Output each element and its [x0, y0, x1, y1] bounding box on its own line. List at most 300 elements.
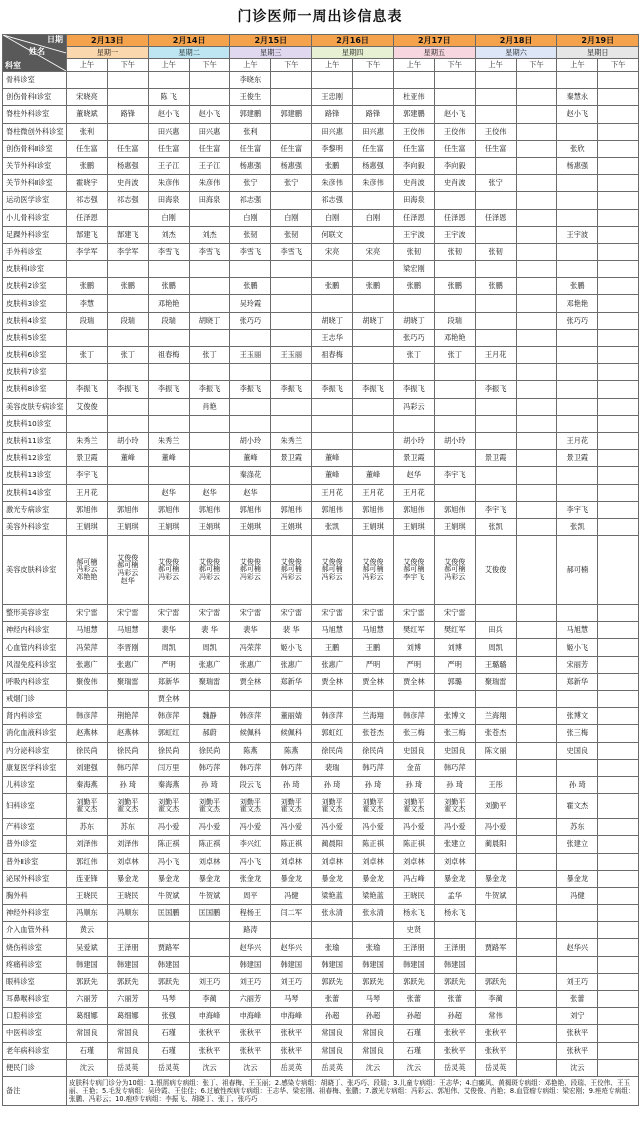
doctor-cell: 裴 华 [189, 622, 230, 639]
doctor-cell: 王志华 [312, 329, 353, 346]
doctor-cell: 李蔺 [475, 991, 516, 1008]
doctor-cell [475, 329, 516, 346]
doctor-cell: 李兴红 [230, 836, 271, 853]
doctor-cell: 陈正祺 [353, 836, 394, 853]
date-cell: 2月17日 [393, 35, 475, 47]
doctor-cell: 张永清 [312, 905, 353, 922]
doctor-cell: 韩巧萍 [107, 759, 148, 776]
pm-label: 下午 [189, 59, 230, 72]
doctor-cell [271, 72, 312, 89]
doctor-cell: 杨惠强 [353, 157, 394, 174]
doctor-cell [434, 192, 475, 209]
dept-name: 神经外科诊室 [3, 905, 67, 922]
doctor-cell [516, 192, 557, 209]
doctor-cell [516, 536, 557, 605]
doctor-cell: 王泽朋 [107, 939, 148, 956]
doctor-cell [148, 72, 189, 89]
doctor-cell: 马旭慧 [353, 622, 394, 639]
doctor-cell: 田海泉 [148, 192, 189, 209]
doctor-cell [67, 691, 108, 708]
doctor-cell: 郝蔚 [189, 725, 230, 742]
doctor-cell [353, 192, 394, 209]
doctor-cell [271, 312, 312, 329]
doctor-cell [598, 836, 639, 853]
table-row [3, 157, 639, 174]
doctor-cell: 郝可楠 [557, 536, 598, 605]
doctor-cell: 梁宏刚 [393, 261, 434, 278]
doctor-cell: 申海峰 [189, 1008, 230, 1025]
doctor-cell [557, 415, 598, 432]
doctor-cell: 张蕾 [557, 991, 598, 1008]
doctor-cell: 段瑞 [434, 312, 475, 329]
doctor-cell: 冯小爱 [271, 819, 312, 836]
doctor-cell: 牛贺斌 [189, 887, 230, 904]
doctor-cell [67, 364, 108, 381]
doctor-cell [107, 89, 148, 106]
doctor-cell [516, 123, 557, 140]
dept-label: 科室 [5, 61, 21, 70]
doctor-cell [312, 398, 353, 415]
doctor-cell: 赵小飞 [557, 106, 598, 123]
doctor-cell [516, 605, 557, 622]
doctor-cell: 郑新华 [557, 673, 598, 690]
dept-name: 老年病科诊室 [3, 1042, 67, 1059]
table-row [3, 742, 639, 759]
dept-name: 皮肤科10诊室 [3, 415, 67, 432]
doctor-cell: 刘勤平 霍文杰 [434, 794, 475, 819]
dept-name: 创伤骨科Ⅱ诊室 [3, 140, 67, 157]
doctor-cell: 郭跃先 [148, 973, 189, 990]
doctor-cell [598, 312, 639, 329]
doctor-cell [516, 243, 557, 260]
doctor-cell: 孙 琦 [434, 776, 475, 793]
doctor-cell [475, 398, 516, 415]
doctor-cell: 张韧 [434, 243, 475, 260]
doctor-cell [189, 364, 230, 381]
table-row [3, 836, 639, 853]
doctor-cell: 景卫霞 [393, 450, 434, 467]
doctor-cell [598, 708, 639, 725]
doctor-cell [516, 415, 557, 432]
doctor-cell: 徐民尚 [67, 742, 108, 759]
doctor-cell: 黄云 [67, 922, 108, 939]
doctor-cell [598, 278, 639, 295]
doctor-cell: 常国良 [107, 1042, 148, 1059]
doctor-cell [598, 776, 639, 793]
doctor-cell: 刘泽伟 [107, 836, 148, 853]
doctor-cell: 任生富 [230, 140, 271, 157]
doctor-cell: 张秋平 [475, 1025, 516, 1042]
doctor-cell [598, 72, 639, 89]
doctor-cell: 冯小飞 [148, 853, 189, 870]
doctor-cell: 宋宁雷 [107, 605, 148, 622]
table-row [3, 140, 639, 157]
doctor-cell [230, 415, 271, 432]
table-row [3, 1059, 639, 1076]
table-row [3, 776, 639, 793]
doctor-cell [598, 364, 639, 381]
doctor-cell [475, 605, 516, 622]
doctor-cell: 张巧巧 [557, 312, 598, 329]
doctor-cell [516, 312, 557, 329]
doctor-cell: 赵华兴 [230, 939, 271, 956]
doctor-cell: 冯彩云 [393, 398, 434, 415]
date-cell: 2月19日 [557, 35, 639, 47]
doctor-cell: 白刚 [230, 209, 271, 226]
doctor-cell [598, 398, 639, 415]
doctor-cell: 常伟 [475, 1008, 516, 1025]
doctor-cell: 陈燕 [271, 742, 312, 759]
doctor-cell [312, 364, 353, 381]
table-row [3, 819, 639, 836]
doctor-cell: 王璐璐 [475, 656, 516, 673]
table-row [3, 484, 639, 501]
pm-label: 下午 [598, 59, 639, 72]
doctor-cell: 陈正祺 [189, 836, 230, 853]
doctor-cell: 朱秀兰 [148, 432, 189, 449]
doctor-cell: 祁志强 [107, 192, 148, 209]
doctor-cell: 徐民尚 [148, 742, 189, 759]
doctor-cell [598, 939, 639, 956]
doctor-cell: 冯健 [271, 887, 312, 904]
doctor-cell: 郭建鹏 [393, 106, 434, 123]
doctor-cell: 王月花 [353, 484, 394, 501]
doctor-cell [393, 72, 434, 89]
doctor-cell: 暴金龙 [148, 870, 189, 887]
doctor-cell [516, 622, 557, 639]
doctor-cell [516, 973, 557, 990]
dept-name: 皮肤科4诊室 [3, 312, 67, 329]
doctor-cell: 朱秀兰 [271, 432, 312, 449]
doctor-cell: 闫二军 [271, 905, 312, 922]
doctor-cell [312, 691, 353, 708]
doctor-cell [516, 364, 557, 381]
doctor-cell: 胡晓丁 [189, 312, 230, 329]
dept-name: 消化血液科诊室 [3, 725, 67, 742]
doctor-cell: 张鹏 [107, 278, 148, 295]
doctor-cell: 孙超 [353, 1008, 394, 1025]
doctor-cell: 宋宁雷 [312, 605, 353, 622]
doctor-cell: 王俊生 [230, 89, 271, 106]
dept-name: 胸外科 [3, 887, 67, 904]
table-row [3, 922, 639, 939]
doctor-cell: 王佼伟 [475, 123, 516, 140]
doctor-cell: 刘王巧 [230, 973, 271, 990]
doctor-cell [107, 123, 148, 140]
doctor-cell: 郭跃先 [67, 973, 108, 990]
doctor-cell: 宋宁雷 [230, 605, 271, 622]
doctor-cell: 董峰 [148, 450, 189, 467]
doctor-cell [353, 295, 394, 312]
doctor-cell [516, 794, 557, 819]
doctor-cell: 赵华兴 [557, 939, 598, 956]
doctor-cell: 秦海燕 [148, 776, 189, 793]
doctor-cell: 冯小飞 [230, 853, 271, 870]
doctor-cell [475, 853, 516, 870]
doctor-cell: 陈文丽 [475, 742, 516, 759]
doctor-cell [230, 329, 271, 346]
doctor-cell [598, 226, 639, 243]
doctor-cell: 刘王巧 [189, 973, 230, 990]
doctor-cell: 郭旭伟 [107, 501, 148, 518]
doctor-cell [189, 278, 230, 295]
doctor-cell [598, 622, 639, 639]
doctor-cell: 艾俊俊 [475, 536, 516, 605]
doctor-cell [107, 415, 148, 432]
doctor-cell [312, 261, 353, 278]
doctor-cell: 张宁 [230, 175, 271, 192]
doctor-cell: 李慧 [67, 295, 108, 312]
dept-name: 内分泌科诊室 [3, 742, 67, 759]
doctor-cell: 郭跃先 [434, 973, 475, 990]
doctor-cell [598, 1042, 639, 1059]
doctor-cell [557, 72, 598, 89]
pm-label: 下午 [353, 59, 394, 72]
doctor-cell: 刘卓林 [393, 853, 434, 870]
doctor-cell: 郭跃先 [475, 973, 516, 990]
doctor-cell: 陈正祺 [271, 836, 312, 853]
doctor-cell [598, 106, 639, 123]
doctor-cell [557, 398, 598, 415]
doctor-cell [516, 347, 557, 364]
doctor-cell: 祁志强 [230, 192, 271, 209]
doctor-cell: 石瑾 [67, 1042, 108, 1059]
doctor-cell [516, 1059, 557, 1076]
doctor-cell: 岳灵英 [312, 1059, 353, 1076]
doctor-cell: 郭旭伟 [393, 501, 434, 518]
doctor-cell: 张三梅 [557, 725, 598, 742]
doctor-cell [475, 72, 516, 89]
doctor-cell: 徐民尚 [312, 742, 353, 759]
doctor-cell [475, 432, 516, 449]
doctor-cell [475, 364, 516, 381]
doctor-cell [393, 364, 434, 381]
doctor-cell [598, 673, 639, 690]
doctor-cell [557, 209, 598, 226]
doctor-cell [516, 759, 557, 776]
doctor-cell [475, 956, 516, 973]
doctor-cell [475, 922, 516, 939]
doctor-cell: 王月花 [393, 484, 434, 501]
doctor-cell: 张永清 [353, 905, 394, 922]
table-row [3, 991, 639, 1008]
doctor-cell: 李蔺 [189, 991, 230, 1008]
doctor-cell: 路锋 [312, 106, 353, 123]
doctor-cell: 田兴惠 [148, 123, 189, 140]
doctor-cell [516, 329, 557, 346]
doctor-cell: 张蕾 [393, 991, 434, 1008]
doctor-cell [230, 364, 271, 381]
table-row [3, 725, 639, 742]
doctor-cell: 宋宁雷 [271, 605, 312, 622]
doctor-cell: 董峰 [107, 450, 148, 467]
doctor-cell: 张博文 [557, 708, 598, 725]
doctor-cell [598, 484, 639, 501]
doctor-cell: 祁志强 [67, 192, 108, 209]
doctor-cell: 沈云 [230, 1059, 271, 1076]
doctor-cell: 孙超 [312, 1008, 353, 1025]
doctor-cell [516, 278, 557, 295]
doctor-cell: 周凯 [475, 639, 516, 656]
doctor-cell [598, 1025, 639, 1042]
doctor-cell: 王月花 [312, 484, 353, 501]
dept-name: 足踝外科诊室 [3, 226, 67, 243]
doctor-cell: 严明 [434, 656, 475, 673]
doctor-cell [353, 415, 394, 432]
dept-name: 便民门诊 [3, 1059, 67, 1076]
doctor-cell: 艾俊俊 郝可楠 冯彩云 [312, 536, 353, 605]
doctor-cell [67, 72, 108, 89]
table-row [3, 398, 639, 415]
doctor-cell: 张瑜 [353, 939, 394, 956]
doctor-cell: 李学军 [107, 243, 148, 260]
doctor-cell: 苏东 [67, 819, 108, 836]
doctor-cell [393, 295, 434, 312]
doctor-cell: 张惠广 [107, 656, 148, 673]
table-row [3, 295, 639, 312]
doctor-cell [516, 742, 557, 759]
doctor-cell [516, 673, 557, 690]
doctor-cell [434, 398, 475, 415]
doctor-cell: 秦海燕 [67, 776, 108, 793]
table-row [3, 467, 639, 484]
doctor-cell: 石瑾 [393, 1042, 434, 1059]
doctor-cell: 张巧巧 [230, 312, 271, 329]
doctor-cell [434, 295, 475, 312]
doctor-cell: 董晓斌 [67, 106, 108, 123]
note-text: 皮肤科专病门诊分为10组：1.银屑病专病组：张丁、祖春梅、王玉丽；2.感染专病组：胡晓丁、张巧巧、段瑞；3.儿童专病组：王志华；4.白癜风、黄褐斑专病组：邓艳艳、段瑞、王佼伟、王玉丽、王艳；5.毛发专病组：吴玲霞、王佳佳；6.过敏性疾病专病组：王志华、梁宏刚、祖春梅、张鹏；7.激光专病组：冯彩云、郭旭伟、艾俊俊、肖艳；8.血管瘤专病组：梁宏刚；9.痤疮专病组：张鹏、冯彩云；10.疱疹专病组：李振飞、胡晓丁、张丁、张巧巧 [67, 1076, 639, 1105]
doctor-cell: 段瑞 [107, 312, 148, 329]
doctor-cell [189, 691, 230, 708]
doctor-cell [148, 922, 189, 939]
doctor-cell: 张秋平 [557, 1025, 598, 1042]
doctor-cell: 郭建鹏 [271, 106, 312, 123]
dept-name: 风湿免疫科诊室 [3, 656, 67, 673]
doctor-cell: 白刚 [271, 209, 312, 226]
doctor-cell [189, 432, 230, 449]
doctor-cell [67, 415, 108, 432]
dept-name: 皮肤科8诊室 [3, 381, 67, 398]
doctor-cell [516, 89, 557, 106]
doctor-cell: 郭旭伟 [434, 501, 475, 518]
doctor-cell: 杨惠强 [557, 157, 598, 174]
doctor-cell [598, 89, 639, 106]
doctor-cell [557, 364, 598, 381]
doctor-cell [516, 450, 557, 467]
doctor-cell: 马旭慧 [557, 622, 598, 639]
doctor-cell: 韩巧萍 [189, 759, 230, 776]
doctor-cell: 暴金龙 [107, 870, 148, 887]
doctor-cell: 匡国鹏 [148, 905, 189, 922]
doctor-cell [475, 691, 516, 708]
doctor-cell: 张利 [230, 123, 271, 140]
dept-name: 戒烟门诊 [3, 691, 67, 708]
doctor-cell: 刘勤平 霍文杰 [148, 794, 189, 819]
doctor-cell [148, 364, 189, 381]
doctor-cell: 艾俊俊 郝可楠 冯彩云 [230, 536, 271, 605]
doctor-cell: 张鹏 [148, 278, 189, 295]
doctor-cell: 暴金龙 [557, 870, 598, 887]
doctor-cell: 马旭慧 [67, 622, 108, 639]
dept-name: 美容皮肤科诊室 [3, 536, 67, 605]
doctor-cell: 张鹏 [312, 157, 353, 174]
doctor-cell: 李雪飞 [230, 243, 271, 260]
doctor-cell: 王娟琪 [230, 518, 271, 535]
doctor-cell: 韩巧萍 [434, 759, 475, 776]
doctor-cell: 葛细娜 [67, 1008, 108, 1025]
doctor-cell: 冯小爱 [434, 819, 475, 836]
dept-name: 介入血管外科 [3, 922, 67, 939]
am-label: 上午 [148, 59, 189, 72]
doctor-cell [516, 226, 557, 243]
dept-name: 口腔科诊室 [3, 1008, 67, 1025]
doctor-cell [516, 691, 557, 708]
doctor-cell: 白刚 [353, 209, 394, 226]
doctor-cell [189, 209, 230, 226]
doctor-cell: 牛贺斌 [475, 887, 516, 904]
doctor-cell: 张秋平 [434, 1042, 475, 1059]
doctor-cell: 肖艳 [189, 398, 230, 415]
doctor-cell: 韩建国 [107, 956, 148, 973]
doctor-cell: 申海峰 [271, 1008, 312, 1025]
doctor-cell: 裴瑞 [312, 759, 353, 776]
doctor-cell: 张欣 [557, 140, 598, 157]
am-label: 上午 [475, 59, 516, 72]
doctor-cell: 刘博 [434, 639, 475, 656]
dept-name: 脊柱微创外科诊室 [3, 123, 67, 140]
doctor-cell: 张秋平 [557, 1042, 598, 1059]
doctor-cell: 孙 琦 [393, 776, 434, 793]
doctor-cell: 刘泽伟 [67, 836, 108, 853]
doctor-cell [353, 226, 394, 243]
doctor-cell: 史肖波 [107, 175, 148, 192]
doctor-cell: 吴玲霞 [230, 295, 271, 312]
doctor-cell [598, 973, 639, 990]
table-row [3, 853, 639, 870]
doctor-cell: 聚瑞雷 [475, 673, 516, 690]
doctor-cell: 苏东 [107, 819, 148, 836]
doctor-cell [353, 364, 394, 381]
doctor-cell [516, 1025, 557, 1042]
doctor-cell: 朱彦伟 [312, 175, 353, 192]
doctor-cell: 李振飞 [107, 381, 148, 398]
table-row [3, 415, 639, 432]
doctor-cell [271, 467, 312, 484]
pm-label: 下午 [434, 59, 475, 72]
doctor-cell: 王子江 [189, 157, 230, 174]
doctor-cell: 张建立 [434, 836, 475, 853]
doctor-cell: 祖春梅 [148, 347, 189, 364]
doctor-cell [557, 759, 598, 776]
doctor-cell: 郭跃先 [393, 973, 434, 990]
doctor-cell [271, 261, 312, 278]
table-row [3, 432, 639, 449]
doctor-cell [557, 175, 598, 192]
doctor-cell: 艾俊俊 郝可楠 冯彩云 [353, 536, 394, 605]
doctor-cell: 牛贺斌 [148, 887, 189, 904]
doctor-cell [516, 1042, 557, 1059]
doctor-cell [312, 415, 353, 432]
doctor-cell [598, 605, 639, 622]
doctor-cell [434, 261, 475, 278]
doctor-cell: 周平 [230, 887, 271, 904]
doctor-cell: 沈云 [67, 1059, 108, 1076]
dept-name: 呼吸内科诊室 [3, 673, 67, 690]
doctor-cell [516, 518, 557, 535]
doctor-cell: 邓艳艳 [557, 295, 598, 312]
doctor-cell: 程杨王 [230, 905, 271, 922]
doctor-cell [475, 415, 516, 432]
